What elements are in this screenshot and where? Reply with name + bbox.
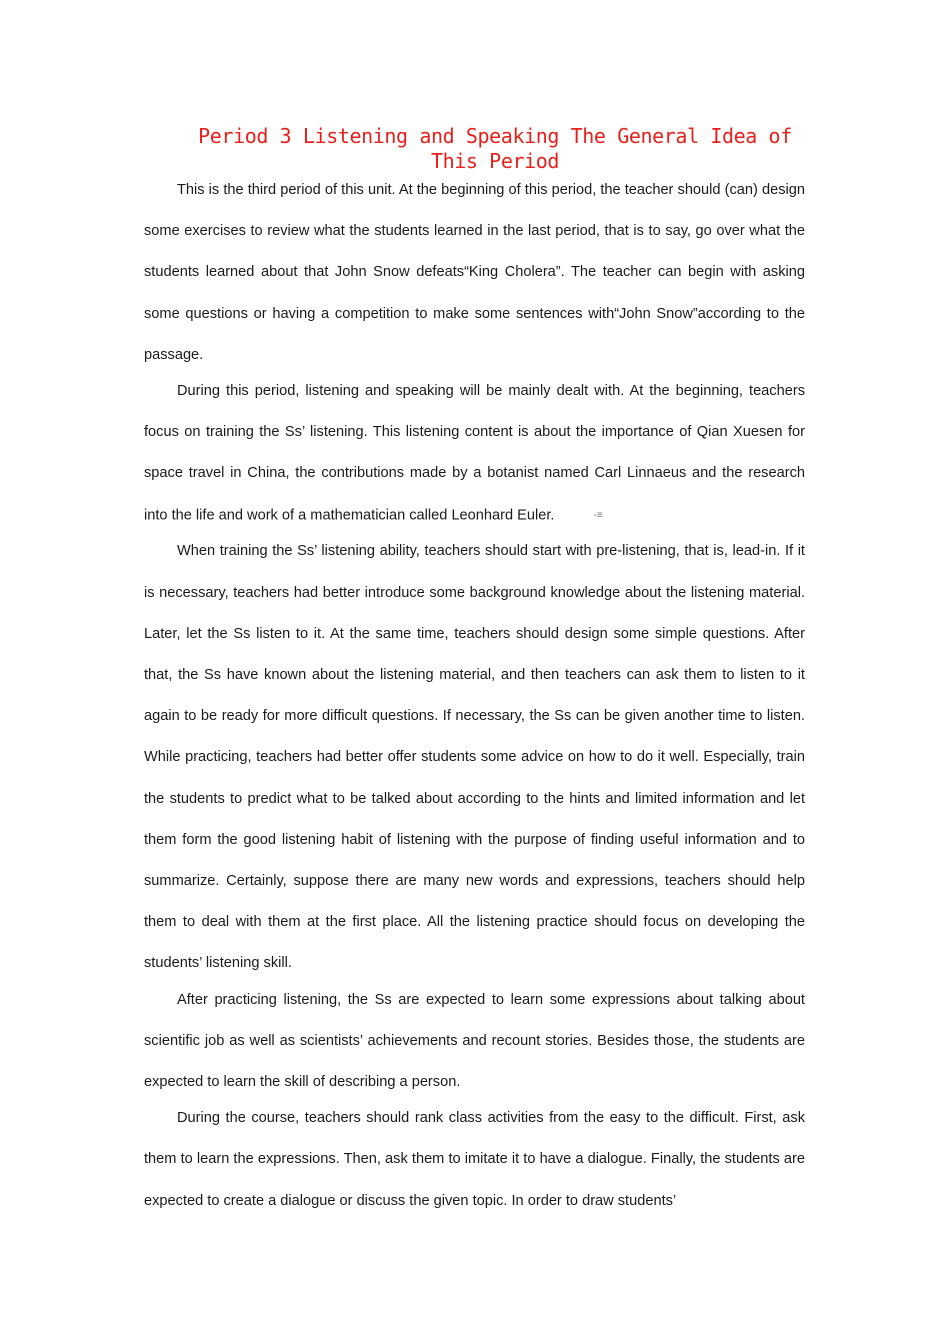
paragraph-mark-icon: -≡ [593, 509, 603, 521]
document-title: Period 3 Listening and Speaking The General Idea of This Period [198, 124, 792, 173]
paragraph-1: This is the third period of this unit. At the beginning of this period, the teacher should (can) design some exercises to review what the students learned in the last period, that is to say, go over what the students learned about that John Snow defeats“King Cholera”. The teacher can begin with asking some questions or having a competition to make some sentences with“John Snow”according to the passage. [144, 182, 805, 363]
paragraph-4: After practicing listening, the Ss are expected to learn some expressions about talking about scientific job as well as scientists’ achievements and recount stories. Besides those, the students are expected to learn the skill of describing a person. [144, 991, 805, 1090]
paragraph-3: When training the Ss’ listening ability, teachers should start with pre-listening, that is, lead-in. If it is necessary, teachers had better introduce some background knowledge about the listening material. Later, let the Ss listen to it. At the same time, teachers should design some simple questions. After that, the Ss have known about the listening material, and then teachers can ask them to listen to it again to be ready for more difficult questions. If necessary, the Ss can be given another time to listen. While practicing, teachers had better offer students some advice on how to do it well. Especially, train the students to predict what to be talked about according to the hints and limited information and let them form the good listening habit of listening with the purpose of finding useful information and to summarize. Certainly, suppose there are many new words and expressions, teachers should help them to deal with them at the first place. All the listening practice should focus on developing the students’ listening skill. [144, 543, 805, 972]
document-body [144, 170, 805, 1217]
paragraph-2 [144, 371, 805, 536]
paragraph-2-text: During this period, listening and speaking will be mainly dealt with. At the beginning, teachers focus on training the Ss’ listening. This listening content is about the importance of Qian Xuesen for space travel in China, the contributions made by a botanist named Carl Linnaeus and the research into the life and work of a mathematician called Leonhard Euler. [144, 383, 805, 524]
paragraph-5: During the course, teachers should rank class activities from the easy to the difficult. First, ask them to learn the expressions. Then, ask them to imitate it to have a dialogue. Finally, the students are expected to create a dialogue or discuss the given topic. In order to draw students’ [144, 1110, 805, 1209]
